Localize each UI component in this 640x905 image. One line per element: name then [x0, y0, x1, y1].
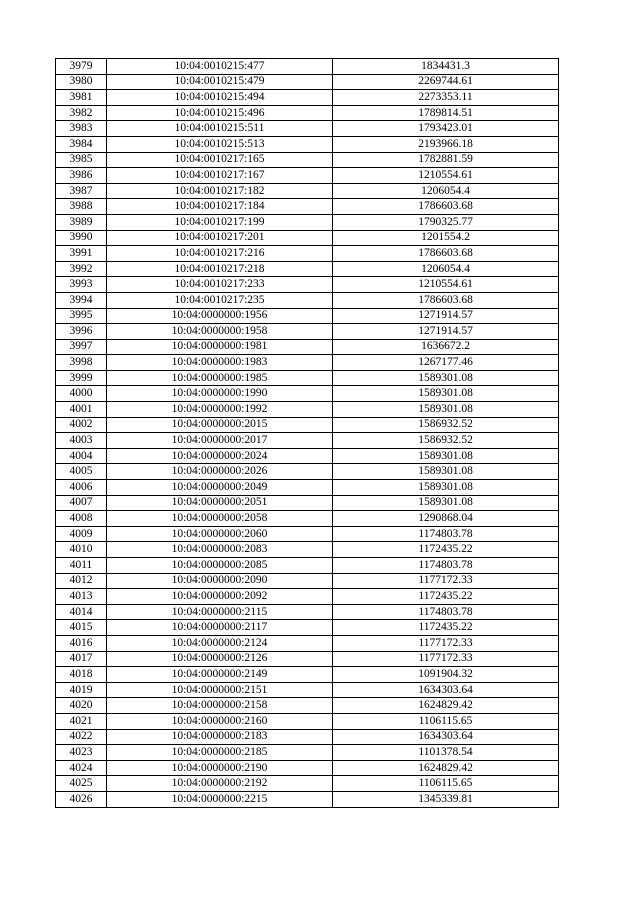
cadastral-number-cell: 10:04:0000000:2026 — [107, 464, 333, 480]
value-cell: 1634303.64 — [333, 682, 559, 698]
value-cell: 1589301.08 — [333, 448, 559, 464]
data-table — [55, 58, 559, 808]
table-row — [56, 90, 559, 106]
table-row — [56, 604, 559, 620]
cadastral-number-cell: 10:04:0000000:2024 — [107, 448, 333, 464]
value-cell: 1790325.77 — [333, 214, 559, 230]
cadastral-number-cell: 10:04:0000000:2049 — [107, 480, 333, 496]
cadastral-number-cell: 10:04:0010215:513 — [107, 136, 333, 152]
table-row — [56, 433, 559, 449]
table-row — [56, 698, 559, 714]
row-number-cell: 3986 — [56, 168, 107, 184]
value-cell: 2273353.11 — [333, 90, 559, 106]
row-number-cell: 4007 — [56, 495, 107, 511]
value-cell: 1290868.04 — [333, 511, 559, 527]
table-row — [56, 713, 559, 729]
table-row — [56, 511, 559, 527]
table-row — [56, 339, 559, 355]
row-number-cell: 4002 — [56, 417, 107, 433]
value-cell: 1106115.65 — [333, 713, 559, 729]
cadastral-number-cell: 10:04:0000000:1956 — [107, 308, 333, 324]
table-row — [56, 136, 559, 152]
cadastral-number-cell: 10:04:0000000:2017 — [107, 433, 333, 449]
cadastral-number-cell: 10:04:0000000:2060 — [107, 526, 333, 542]
row-number-cell: 4011 — [56, 558, 107, 574]
row-number-cell: 4010 — [56, 542, 107, 558]
table-row — [56, 168, 559, 184]
table-row — [56, 370, 559, 386]
value-cell: 1174803.78 — [333, 526, 559, 542]
cadastral-number-cell: 10:04:0000000:2185 — [107, 745, 333, 761]
value-cell: 1177172.33 — [333, 573, 559, 589]
table-row — [56, 542, 559, 558]
cadastral-number-cell: 10:04:0010215:477 — [107, 59, 333, 75]
cadastral-number-cell: 10:04:0010217:235 — [107, 292, 333, 308]
cadastral-number-cell: 10:04:0010215:479 — [107, 74, 333, 90]
table-row — [56, 776, 559, 792]
cadastral-number-cell: 10:04:0000000:2124 — [107, 635, 333, 651]
value-cell: 1624829.42 — [333, 698, 559, 714]
cadastral-number-cell: 10:04:0000000:2115 — [107, 604, 333, 620]
row-number-cell: 3988 — [56, 199, 107, 215]
row-number-cell: 3980 — [56, 74, 107, 90]
row-number-cell: 3979 — [56, 59, 107, 75]
row-number-cell: 3983 — [56, 121, 107, 137]
row-number-cell: 4008 — [56, 511, 107, 527]
row-number-cell: 4015 — [56, 620, 107, 636]
cadastral-number-cell: 10:04:0010217:201 — [107, 230, 333, 246]
value-cell: 1589301.08 — [333, 370, 559, 386]
value-cell: 1177172.33 — [333, 651, 559, 667]
row-number-cell: 3998 — [56, 355, 107, 371]
table-row — [56, 682, 559, 698]
value-cell: 1589301.08 — [333, 386, 559, 402]
row-number-cell: 3991 — [56, 246, 107, 262]
cadastral-number-cell: 10:04:0000000:2158 — [107, 698, 333, 714]
row-number-cell: 4025 — [56, 776, 107, 792]
table-row — [56, 261, 559, 277]
table-row — [56, 121, 559, 137]
table-row — [56, 417, 559, 433]
row-number-cell: 3994 — [56, 292, 107, 308]
cadastral-number-cell: 10:04:0000000:2160 — [107, 713, 333, 729]
cadastral-number-cell: 10:04:0000000:2092 — [107, 589, 333, 605]
cadastral-number-cell: 10:04:0010217:199 — [107, 214, 333, 230]
table-row — [56, 324, 559, 340]
row-number-cell: 4020 — [56, 698, 107, 714]
table-row — [56, 355, 559, 371]
table-row — [56, 760, 559, 776]
cadastral-number-cell: 10:04:0000000:2083 — [107, 542, 333, 558]
value-cell: 1589301.08 — [333, 402, 559, 418]
value-cell: 1267177.46 — [333, 355, 559, 371]
table-row — [56, 105, 559, 121]
value-cell: 1101378.54 — [333, 745, 559, 761]
cadastral-number-cell: 10:04:0000000:2190 — [107, 760, 333, 776]
cadastral-number-cell: 10:04:0000000:1981 — [107, 339, 333, 355]
value-cell: 1174803.78 — [333, 558, 559, 574]
row-number-cell: 4016 — [56, 635, 107, 651]
value-cell: 1834431.3 — [333, 59, 559, 75]
cadastral-number-cell: 10:04:0010215:511 — [107, 121, 333, 137]
value-cell: 1589301.08 — [333, 480, 559, 496]
row-number-cell: 4006 — [56, 480, 107, 496]
value-cell: 2269744.61 — [333, 74, 559, 90]
table-row — [56, 74, 559, 90]
value-cell: 1201554.2 — [333, 230, 559, 246]
cadastral-number-cell: 10:04:0000000:2183 — [107, 729, 333, 745]
row-number-cell: 3995 — [56, 308, 107, 324]
value-cell: 1586932.52 — [333, 433, 559, 449]
row-number-cell: 4023 — [56, 745, 107, 761]
cadastral-number-cell: 10:04:0010215:494 — [107, 90, 333, 106]
value-cell: 1586932.52 — [333, 417, 559, 433]
row-number-cell: 4001 — [56, 402, 107, 418]
row-number-cell: 4022 — [56, 729, 107, 745]
row-number-cell: 4014 — [56, 604, 107, 620]
row-number-cell: 3999 — [56, 370, 107, 386]
table-row — [56, 59, 559, 75]
row-number-cell: 3990 — [56, 230, 107, 246]
row-number-cell: 4013 — [56, 589, 107, 605]
row-number-cell: 3997 — [56, 339, 107, 355]
value-cell: 1106115.65 — [333, 776, 559, 792]
cadastral-number-cell: 10:04:0010217:216 — [107, 246, 333, 262]
row-number-cell: 4019 — [56, 682, 107, 698]
value-cell: 1589301.08 — [333, 495, 559, 511]
value-cell: 1210554.61 — [333, 277, 559, 293]
cadastral-number-cell: 10:04:0010217:182 — [107, 183, 333, 199]
cadastral-number-cell: 10:04:0000000:1990 — [107, 386, 333, 402]
cadastral-number-cell: 10:04:0000000:2151 — [107, 682, 333, 698]
value-cell: 1345339.81 — [333, 791, 559, 807]
cadastral-number-cell: 10:04:0000000:2117 — [107, 620, 333, 636]
row-number-cell: 4021 — [56, 713, 107, 729]
row-number-cell: 3989 — [56, 214, 107, 230]
cadastral-number-cell: 10:04:0000000:2215 — [107, 791, 333, 807]
table-row — [56, 230, 559, 246]
cadastral-number-cell: 10:04:0000000:1983 — [107, 355, 333, 371]
value-cell: 1172435.22 — [333, 589, 559, 605]
value-cell: 1210554.61 — [333, 168, 559, 184]
value-cell: 1589301.08 — [333, 464, 559, 480]
table-row — [56, 589, 559, 605]
table-row — [56, 246, 559, 262]
table-row — [56, 495, 559, 511]
cadastral-number-cell: 10:04:0000000:2051 — [107, 495, 333, 511]
table-row — [56, 745, 559, 761]
cadastral-number-cell: 10:04:0010217:233 — [107, 277, 333, 293]
row-number-cell: 3987 — [56, 183, 107, 199]
row-number-cell: 3981 — [56, 90, 107, 106]
value-cell: 2193966.18 — [333, 136, 559, 152]
cadastral-number-cell: 10:04:0000000:2192 — [107, 776, 333, 792]
value-cell: 1636672.2 — [333, 339, 559, 355]
value-cell: 1172435.22 — [333, 620, 559, 636]
row-number-cell: 3992 — [56, 261, 107, 277]
table-row — [56, 277, 559, 293]
table-row — [56, 635, 559, 651]
value-cell: 1206054.4 — [333, 183, 559, 199]
table-row — [56, 152, 559, 168]
row-number-cell: 4003 — [56, 433, 107, 449]
row-number-cell: 4005 — [56, 464, 107, 480]
cadastral-number-cell: 10:04:0010217:165 — [107, 152, 333, 168]
cadastral-number-cell: 10:04:0010217:218 — [107, 261, 333, 277]
cadastral-number-cell: 10:04:0000000:1992 — [107, 402, 333, 418]
table-row — [56, 526, 559, 542]
value-cell: 1177172.33 — [333, 635, 559, 651]
table-row — [56, 480, 559, 496]
value-cell: 1782881.59 — [333, 152, 559, 168]
value-cell: 1091904.32 — [333, 667, 559, 683]
table-body — [56, 59, 559, 808]
value-cell: 1172435.22 — [333, 542, 559, 558]
table-row — [56, 620, 559, 636]
value-cell: 1174803.78 — [333, 604, 559, 620]
row-number-cell: 4018 — [56, 667, 107, 683]
table-row — [56, 292, 559, 308]
cadastral-number-cell: 10:04:0000000:2149 — [107, 667, 333, 683]
row-number-cell: 4004 — [56, 448, 107, 464]
table-row — [56, 729, 559, 745]
value-cell: 1271914.57 — [333, 324, 559, 340]
table-row — [56, 464, 559, 480]
row-number-cell: 4000 — [56, 386, 107, 402]
cadastral-number-cell: 10:04:0010217:184 — [107, 199, 333, 215]
value-cell: 1789814.51 — [333, 105, 559, 121]
row-number-cell: 4017 — [56, 651, 107, 667]
value-cell: 1786603.68 — [333, 292, 559, 308]
row-number-cell: 3996 — [56, 324, 107, 340]
value-cell: 1793423.01 — [333, 121, 559, 137]
table-row — [56, 573, 559, 589]
row-number-cell: 4024 — [56, 760, 107, 776]
row-number-cell: 3985 — [56, 152, 107, 168]
table-row — [56, 448, 559, 464]
row-number-cell: 3984 — [56, 136, 107, 152]
cadastral-number-cell: 10:04:0000000:2058 — [107, 511, 333, 527]
cadastral-number-cell: 10:04:0000000:2126 — [107, 651, 333, 667]
row-number-cell: 4009 — [56, 526, 107, 542]
row-number-cell: 4012 — [56, 573, 107, 589]
cadastral-number-cell: 10:04:0000000:1958 — [107, 324, 333, 340]
cadastral-number-cell: 10:04:0010215:496 — [107, 105, 333, 121]
value-cell: 1786603.68 — [333, 246, 559, 262]
table-row — [56, 386, 559, 402]
table-row — [56, 791, 559, 807]
cadastral-number-cell: 10:04:0000000:2085 — [107, 558, 333, 574]
value-cell: 1634303.64 — [333, 729, 559, 745]
row-number-cell: 3993 — [56, 277, 107, 293]
table-row — [56, 558, 559, 574]
table-row — [56, 214, 559, 230]
table-row — [56, 651, 559, 667]
value-cell: 1271914.57 — [333, 308, 559, 324]
row-number-cell: 3982 — [56, 105, 107, 121]
table-row — [56, 183, 559, 199]
cadastral-number-cell: 10:04:0010217:167 — [107, 168, 333, 184]
value-cell: 1624829.42 — [333, 760, 559, 776]
cadastral-number-cell: 10:04:0000000:1985 — [107, 370, 333, 386]
cadastral-number-cell: 10:04:0000000:2090 — [107, 573, 333, 589]
row-number-cell: 4026 — [56, 791, 107, 807]
cadastral-number-cell: 10:04:0000000:2015 — [107, 417, 333, 433]
value-cell: 1786603.68 — [333, 199, 559, 215]
table-row — [56, 199, 559, 215]
table-row — [56, 667, 559, 683]
table-row — [56, 402, 559, 418]
value-cell: 1206054.4 — [333, 261, 559, 277]
table-row — [56, 308, 559, 324]
